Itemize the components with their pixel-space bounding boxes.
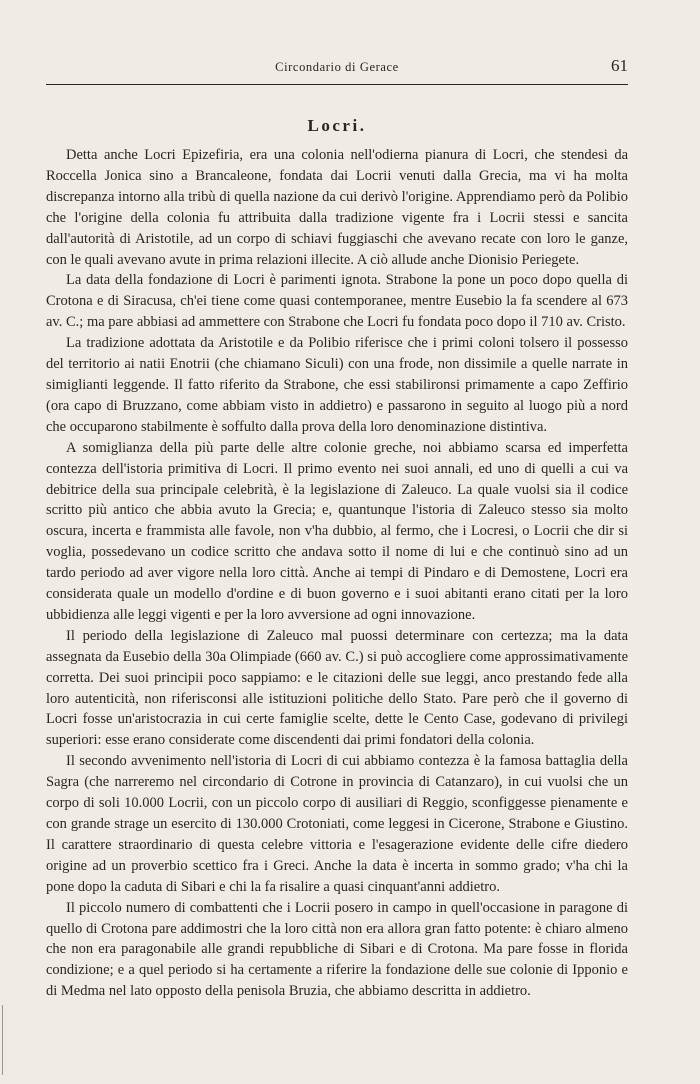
running-head: Circondario di Gerace [275,60,399,74]
paragraph-3: La tradizione adottata da Aristotile e da Polibio riferisce che i primi coloni tolsero il possesso del territorio ai natii Enotrii (che chiamano Siculi) con una frode, non dissimile a quelle narrate in simiglianti leggende. Il fatto riferito da Strabone, che essi stabilironsi primamente a capo Zeffirio (ora capo di Bruzzano, come abbiam visto in addietro) e passarono in seguito al luogo più a nord che occuparono stabilmente è soffulto dalla prova della loro denominazione distintiva. [46,335,628,435]
section-title: Locri. [307,116,367,135]
header-rule [46,84,628,85]
page-number: 61 [611,56,628,75]
scan-margin-line [2,1005,3,1075]
paragraph-6: Il secondo avvenimento nell'istoria di Locri di cui abbiamo contezza è la famosa battaglia della Sagra (che narreremo nel circondario di Cotrone in provincia di Catanzaro), in cui vuolsi che un corpo di soli 10.000 Locrii, con un piccolo corpo di ausiliari di Reggio, sconfiggesse pienamente e con grande strage un esercito di 130.000 Crotoniati, come leggesi in Cicerone, Strabone e Giustino. Il carattere straordinario di questa celebre vittoria e l'esagerazione evidente delle cifre diedero origine ad un proverbio scettico fra i Greci. Anche la data è incerta in sommo grado; v'ha chi la pone dopo la caduta di Sibari e chi la fa risalire a quasi cinquant'anni addietro. [46,753,628,895]
body-text [46,145,628,1002]
paragraph-4: A somiglianza della più parte delle altre colonie greche, noi abbiamo scarsa ed imperfetta contezza dell'istoria primitiva di Locri. Il primo evento nei suoi annali, ed uno di quelli a cui va debitrice della sua principale celebrità, è la legislazione di Zaleuco. La quale vuolsi sia il codice scritto più antico che abbia avuto la Grecia; e, quantunque l'istoria di Zaleuco stesso sia molto oscura, incerta e frammista alle favole, non v'ha dubbio, al fermo, che i Locresi, o Locrii che dir si voglia, possedevano un codice scritto che andava sotto il nome di lui e che continuò sino ad un tardo periodo ad aver vigore nella loro città. Anche ai tempi di Pindaro e di Demostene, Locri era considerata quale un modello d'ordine e di buon governo e i suoi abitanti erano citati per la loro ubbidienza alle leggi vigenti e per la loro avversione ad ogni innovazione. [46,439,628,623]
paragraph-5: Il periodo della legislazione di Zaleuco mal puossi determinare con certezza; ma la data assegnata da Eusebio della 30a Olimpiade (660 av. C.) si può accogliere come approssimativamente corretta. Dei suoi principii poco sappiamo: e le citazioni delle sue leggi, anco prestando fede alla loro autenticità, non riferisconsi alle istituzioni politiche dello Stato. Pare però che il governo di Locri fosse un'aristocrazia in cui certe famiglie scelte, dette le Cento Case, godevano di privilegi superiori: esse erano considerate come discendenti dai primi fondatori della colonia. [46,627,628,749]
paragraph-7: Il piccolo numero di combattenti che i Locrii posero in campo in quell'occasione in paragone di quello di Crotona pare addimostri che la loro città non era allora gran fatto potente: è chiaro almeno che non era paragonabile alle grandi repubbliche di Sibari e di Crotona. Ma pare fosse in florida condizione; e a quel periodo si ha certamente a riferire la fondazione delle sue colonie di Ipponio e di Medma nel lato opposto della penisola Bruzia, che abbiamo descritta in addietro. [46,899,628,1000]
paragraph-2: La data della fondazione di Locri è parimenti ignota. Strabone la pone un poco dopo quella di Crotona e di Siracusa, ch'ei tiene come quasi contemporanee, mentre Eusebio la fa scendere al 673 av. C.; ma pare abbiasi ad ammettere con Strabone che Locri fu fondata poco dopo il 710 av. Cristo. [46,272,628,331]
page-header [46,58,628,82]
paragraph-1: Detta anche Locri Epizefiria, era una colonia nell'odierna pianura di Locri, che stendesi da Roccella Jonica sino a Brancaleone, fondata dai Locrii venuti dalla Grecia, ma vi ha molta discrepanza intorno alla tribù di quella nazione da cui derivò l'origine. Apprendiamo però da Polibio che l'origine della colonia fu attribuita dalla tradizione vigente fra i Locrii stessi e sancita dall'autorità di Aristotile, ad un corpo di schiavi fuggiaschi che avevano recate con loro le ganze, con le quali avevano avute in prima relazioni illecite. A ciò allude anche Dionisio Periegete. [46,147,628,268]
